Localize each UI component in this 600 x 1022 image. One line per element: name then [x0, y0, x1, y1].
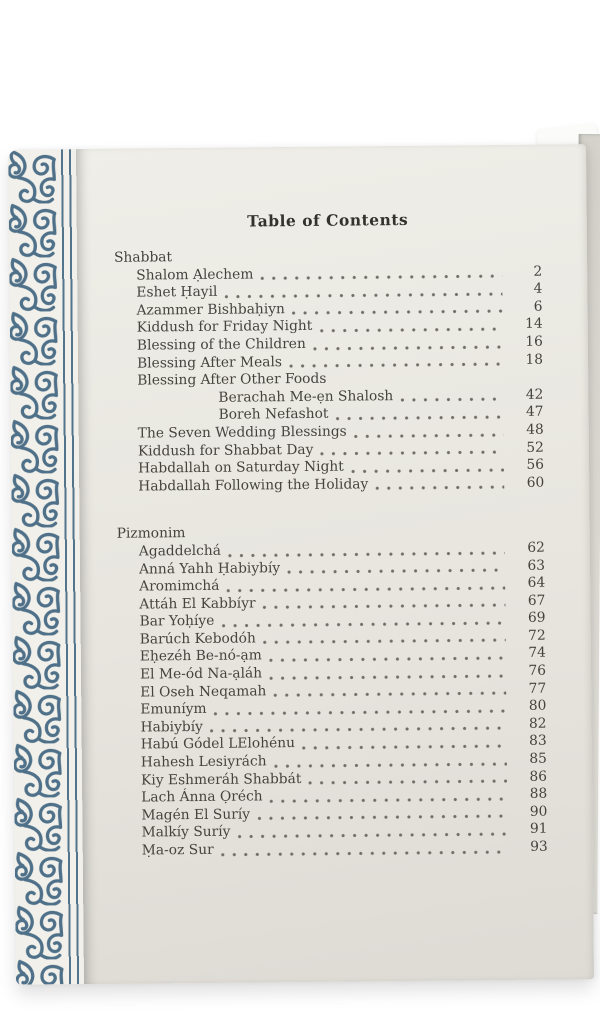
entry-title: Habiybíy [140, 718, 203, 736]
entry-title: Anná Yahh Ḥabiybíy [138, 559, 281, 578]
dot-leader [214, 709, 507, 716]
entry-page-number: 91 [529, 821, 548, 838]
entry-page-number: 14 [525, 316, 543, 333]
entry-page-number: 63 [527, 557, 546, 574]
entry-page-number: 47 [525, 404, 544, 421]
dot-leader [292, 309, 503, 315]
entry-title: Berachah Me-ẹn Shalosh [218, 387, 394, 406]
entry-page-number: 77 [528, 680, 547, 697]
dot-leader [257, 814, 507, 820]
entry-page-number: 62 [527, 539, 545, 556]
entry-title: The Seven Wedding Blessings [137, 423, 347, 442]
entry-page-number: 6 [533, 298, 543, 315]
dot-leader [351, 468, 504, 473]
dot-leader [289, 362, 503, 368]
entry-title: Barúch Kebodóh [139, 630, 256, 648]
entry-title: Attáh El Kabbíyr [139, 595, 256, 613]
entry-page-number: 86 [529, 768, 548, 785]
entry-page-number: 2 [533, 263, 543, 280]
entry-title: Kiddush for Friday Night [136, 318, 313, 336]
dot-leader [228, 551, 505, 558]
entry-title: Magén El Suríy [141, 806, 251, 824]
entry-title: Kiy Eshmeráh Shabbát [140, 770, 302, 789]
entry-title: Kiddush for Shabbat Day [137, 441, 314, 460]
entry-page-number: 52 [526, 439, 544, 456]
dot-leader [274, 762, 507, 768]
entry-title: Boreh Nefashot [218, 406, 329, 424]
section-entries [114, 263, 544, 496]
entry-page-number: 80 [528, 697, 547, 715]
entry-title: Eḥezéh Be-nó-ạm [139, 647, 262, 666]
toc-page [76, 144, 594, 984]
entry-page-number: 72 [528, 627, 546, 644]
dot-leader [260, 274, 502, 280]
dot-leader [308, 779, 507, 785]
book [8, 144, 594, 985]
entry-page-number: 67 [527, 592, 546, 609]
entry-page-number: 42 [525, 386, 544, 403]
cover-decorative-border [8, 149, 84, 985]
entry-title: Azammer Bishbaḥiyn [136, 300, 285, 319]
entry-title: Hahesh Lesiyrách [140, 753, 267, 771]
entry-title: Blessing After Meals [136, 353, 283, 372]
entry-page-number: 82 [528, 715, 547, 732]
dot-leader [273, 691, 506, 697]
entry-title: Habú Gódel LElohénu [140, 735, 296, 753]
dot-leader [221, 850, 508, 857]
entry-title: Habdallah on Saturday Night [137, 458, 344, 477]
toc-entry [116, 474, 544, 496]
dot-leader [335, 415, 503, 421]
dot-leader [227, 586, 506, 593]
entry-title: Malkíy Suríy [141, 824, 231, 841]
dot-leader [269, 674, 506, 680]
dot-leader [319, 327, 502, 333]
entry-title: Eshet Ḥayil [136, 283, 218, 301]
entry-page-number: 56 [526, 456, 545, 473]
toc-section [117, 522, 548, 860]
page-title: Table of Contents [247, 209, 409, 231]
dot-leader [210, 726, 507, 733]
dot-leader [263, 639, 506, 645]
entry-page-number: 16 [525, 333, 543, 350]
dot-leader [375, 485, 504, 490]
entry-page-number: 4 [533, 280, 543, 297]
toc-sections [114, 246, 548, 861]
dot-leader [263, 603, 506, 609]
entry-title: Shalom Ạlechem [136, 266, 254, 284]
entry-title: Ṃa-oz Sur [141, 841, 214, 859]
entry-title: Bar Yoḥíye [139, 613, 215, 630]
dot-leader [313, 345, 503, 351]
entry-title: Blessing of the Children [136, 335, 306, 354]
entry-page-number: 90 [529, 803, 548, 820]
entry-title: Aromimchá [139, 577, 220, 595]
dot-leader [287, 568, 505, 574]
toc-section [114, 246, 544, 496]
entry-title: Blessing After Other Foods [137, 370, 327, 389]
dot-leader [400, 397, 503, 402]
entry-page-number: 69 [527, 609, 546, 627]
section-heading: Shabbat [113, 249, 173, 266]
dot-leader [270, 797, 508, 803]
dot-leader [302, 744, 507, 750]
entry-page-number: 64 [527, 574, 546, 591]
entry-title: Emuníym [140, 701, 207, 718]
entry-page-number: 83 [529, 733, 547, 750]
entry-title: Lach Ánna Ọréch [141, 788, 263, 806]
entry-page-number: 93 [530, 838, 548, 855]
entry-title: Agaddelchá [138, 542, 222, 560]
entry-page-number: 74 [528, 645, 546, 662]
scroll-pattern-icon [8, 149, 64, 984]
entry-page-number: 85 [529, 750, 547, 767]
entry-page-number: 76 [528, 662, 547, 679]
dot-leader [320, 450, 504, 456]
entry-page-number: 60 [526, 474, 545, 491]
entry-page-number: 88 [529, 785, 548, 803]
dot-leader [221, 621, 505, 628]
toc-entry [120, 839, 548, 861]
section-heading: Pizmonim [116, 525, 186, 543]
dot-leader [354, 433, 504, 438]
entry-title: El Me-ód Na-ạláh [139, 665, 263, 683]
dot-leader [269, 656, 506, 662]
entry-page-number: 48 [526, 421, 544, 438]
dot-leader [224, 292, 502, 299]
entry-page-number: 18 [525, 351, 544, 368]
entry-title: El Oseh Neqamah [140, 682, 267, 701]
entry-title: Habdallah Following the Holiday [138, 476, 369, 495]
section-entries [117, 540, 548, 861]
dot-leader [237, 832, 507, 839]
